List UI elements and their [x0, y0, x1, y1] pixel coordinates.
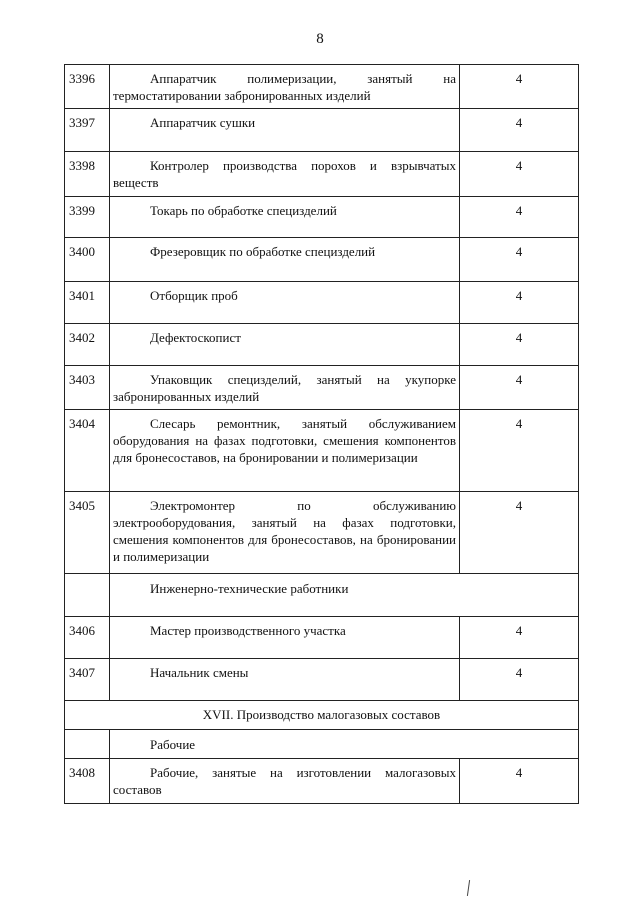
profession-name: Упаковщик специзделий, занятый на укупорке забронированных изделий — [110, 366, 460, 410]
category-value: 4 — [460, 617, 579, 659]
profession-name: Фрезеровщик по обработке специзделий — [110, 238, 460, 282]
table-row — [65, 282, 579, 324]
page-number: 8 — [316, 31, 324, 47]
profession-name: Отборщик проб — [110, 282, 460, 324]
table-row — [65, 197, 579, 238]
category-value: 4 — [460, 238, 579, 282]
category-value: 4 — [460, 65, 579, 109]
row-number: 3408 — [65, 759, 110, 804]
table-row — [65, 109, 579, 152]
signature-mark — [467, 880, 470, 896]
row-number: 3403 — [65, 366, 110, 410]
table-row — [65, 324, 579, 366]
profession-name: Аппаратчик сушки — [110, 109, 460, 152]
table-row — [65, 410, 579, 492]
profession-name: Аппаратчик полимеризации, занятый на термостатировании забронированных изделий — [110, 65, 460, 109]
category-value: 4 — [460, 324, 579, 366]
profession-name: Контролер производства порохов и взрывчатых веществ — [110, 152, 460, 197]
profession-name: Дефектоскопист — [110, 324, 460, 366]
category-value: 4 — [460, 659, 579, 701]
table-row — [65, 617, 579, 659]
category-value: 4 — [460, 366, 579, 410]
profession-name: Слесарь ремонтник, занятый обслуживанием оборудования на фазах подготовки, смешения компонентов для бронесоставов, на бронировании и полимеризации — [110, 410, 460, 492]
row-number: 3401 — [65, 282, 110, 324]
category-value: 4 — [460, 197, 579, 238]
row-number-cell — [65, 730, 110, 759]
profession-table — [64, 64, 579, 804]
row-number-cell — [65, 574, 110, 617]
profession-table-body — [65, 65, 579, 804]
table-row — [65, 659, 579, 701]
row-number: 3406 — [65, 617, 110, 659]
profession-name: Рабочие, занятые на изготовлении малогазовых составов — [110, 759, 460, 804]
profession-name: Электромонтер по обслуживанию электрооборудования, занятый на фазах подготовки, смешения компонентов для бронесоставов, на бронировании и полимеризации — [110, 492, 460, 574]
category-heading: Инженерно-технические работники — [110, 574, 579, 617]
category-heading: Рабочие — [110, 730, 579, 759]
table-row — [65, 238, 579, 282]
row-number: 3402 — [65, 324, 110, 366]
category-value: 4 — [460, 152, 579, 197]
profession-name: Токарь по обработке специзделий — [110, 197, 460, 238]
row-number: 3397 — [65, 109, 110, 152]
category-value: 4 — [460, 410, 579, 492]
table-row — [65, 492, 579, 574]
category-value: 4 — [460, 759, 579, 804]
row-number: 3396 — [65, 65, 110, 109]
row-number: 3399 — [65, 197, 110, 238]
row-number: 3404 — [65, 410, 110, 492]
category-heading-row — [65, 574, 579, 617]
category-heading-row — [65, 730, 579, 759]
table-row — [65, 152, 579, 197]
table-row — [65, 366, 579, 410]
table-row — [65, 759, 579, 804]
category-value: 4 — [460, 492, 579, 574]
row-number: 3398 — [65, 152, 110, 197]
section-heading-row — [65, 701, 579, 730]
table-row — [65, 65, 579, 109]
category-value: 4 — [460, 282, 579, 324]
row-number: 3405 — [65, 492, 110, 574]
profession-name: Начальник смены — [110, 659, 460, 701]
profession-name: Мастер производственного участка — [110, 617, 460, 659]
section-heading: XVII. Производство малогазовых составов — [65, 701, 579, 730]
row-number: 3400 — [65, 238, 110, 282]
row-number: 3407 — [65, 659, 110, 701]
category-value: 4 — [460, 109, 579, 152]
